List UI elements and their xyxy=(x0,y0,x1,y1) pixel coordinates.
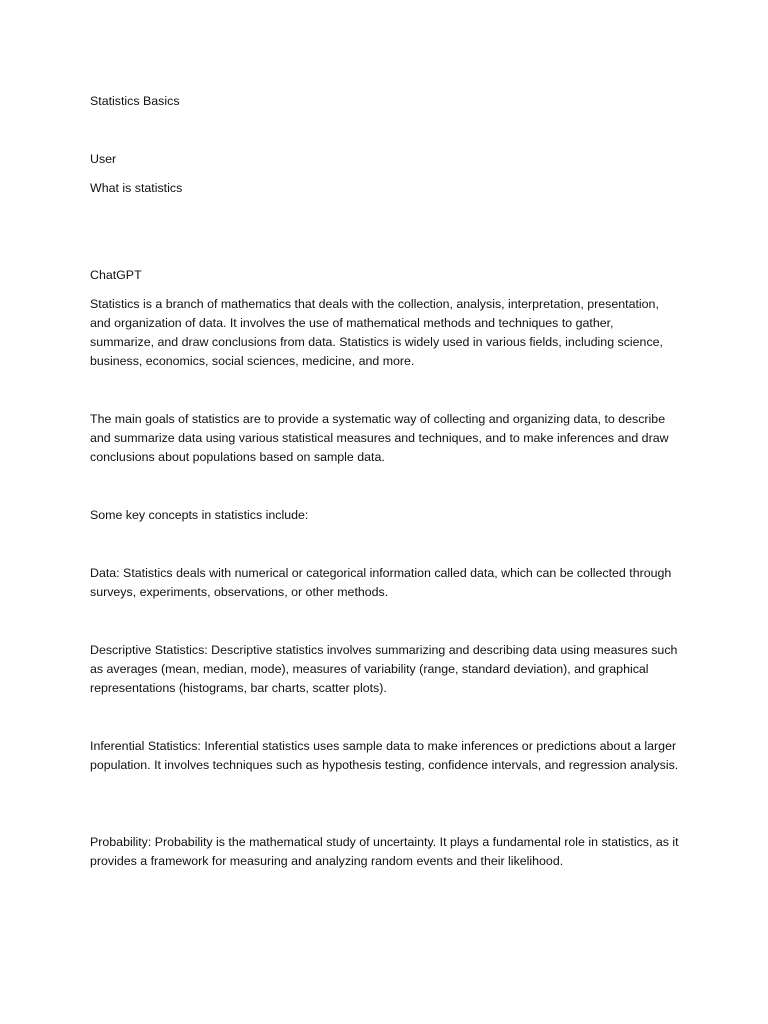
paragraph-definition: Statistics is a branch of mathematics that deals with the collection, analysis, interpretation, presentation, and organization of data. It involves the use of mathematical methods and techniques to gather, summarize, and draw conclusions from data. Statistics is widely used in various fields, including science, business, economics, social sciences, medicine, and more. xyxy=(90,297,663,368)
paragraph-inferential-statistics: Inferential Statistics: Inferential statistics uses sample data to make inferences or predictions about a larger population. It involves techniques such as hypothesis testing, confidence intervals, and regression analysis. xyxy=(90,739,679,772)
user-question: What is statistics xyxy=(90,181,183,195)
paragraph-key-concepts-intro: Some key concepts in statistics include: xyxy=(90,508,309,522)
assistant-label: ChatGPT xyxy=(90,268,142,282)
paragraph-descriptive-statistics: Descriptive Statistics: Descriptive statistics involves summarizing and describing data using measures such as averages (mean, median, mode), measures of variability (range, standard deviation), and graphical representations (histograms, bar charts, scatter plots). xyxy=(90,643,678,695)
paragraph-probability: Probability: Probability is the mathematical study of uncertainty. It plays a fundamental role in statistics, as it provides a framework for measuring and analyzing random events and their likelihood. xyxy=(90,835,679,868)
document-title: Statistics Basics xyxy=(90,94,180,108)
user-label: User xyxy=(90,152,117,166)
paragraph-goals: The main goals of statistics are to provide a systematic way of collecting and organizing data, to describe and summarize data using various statistical measures and techniques, and to make inferences and draw conclusions about populations based on sample data. xyxy=(90,412,669,464)
paragraph-data: Data: Statistics deals with numerical or categorical information called data, which can be collected through surveys, experiments, observations, or other methods. xyxy=(90,566,672,599)
